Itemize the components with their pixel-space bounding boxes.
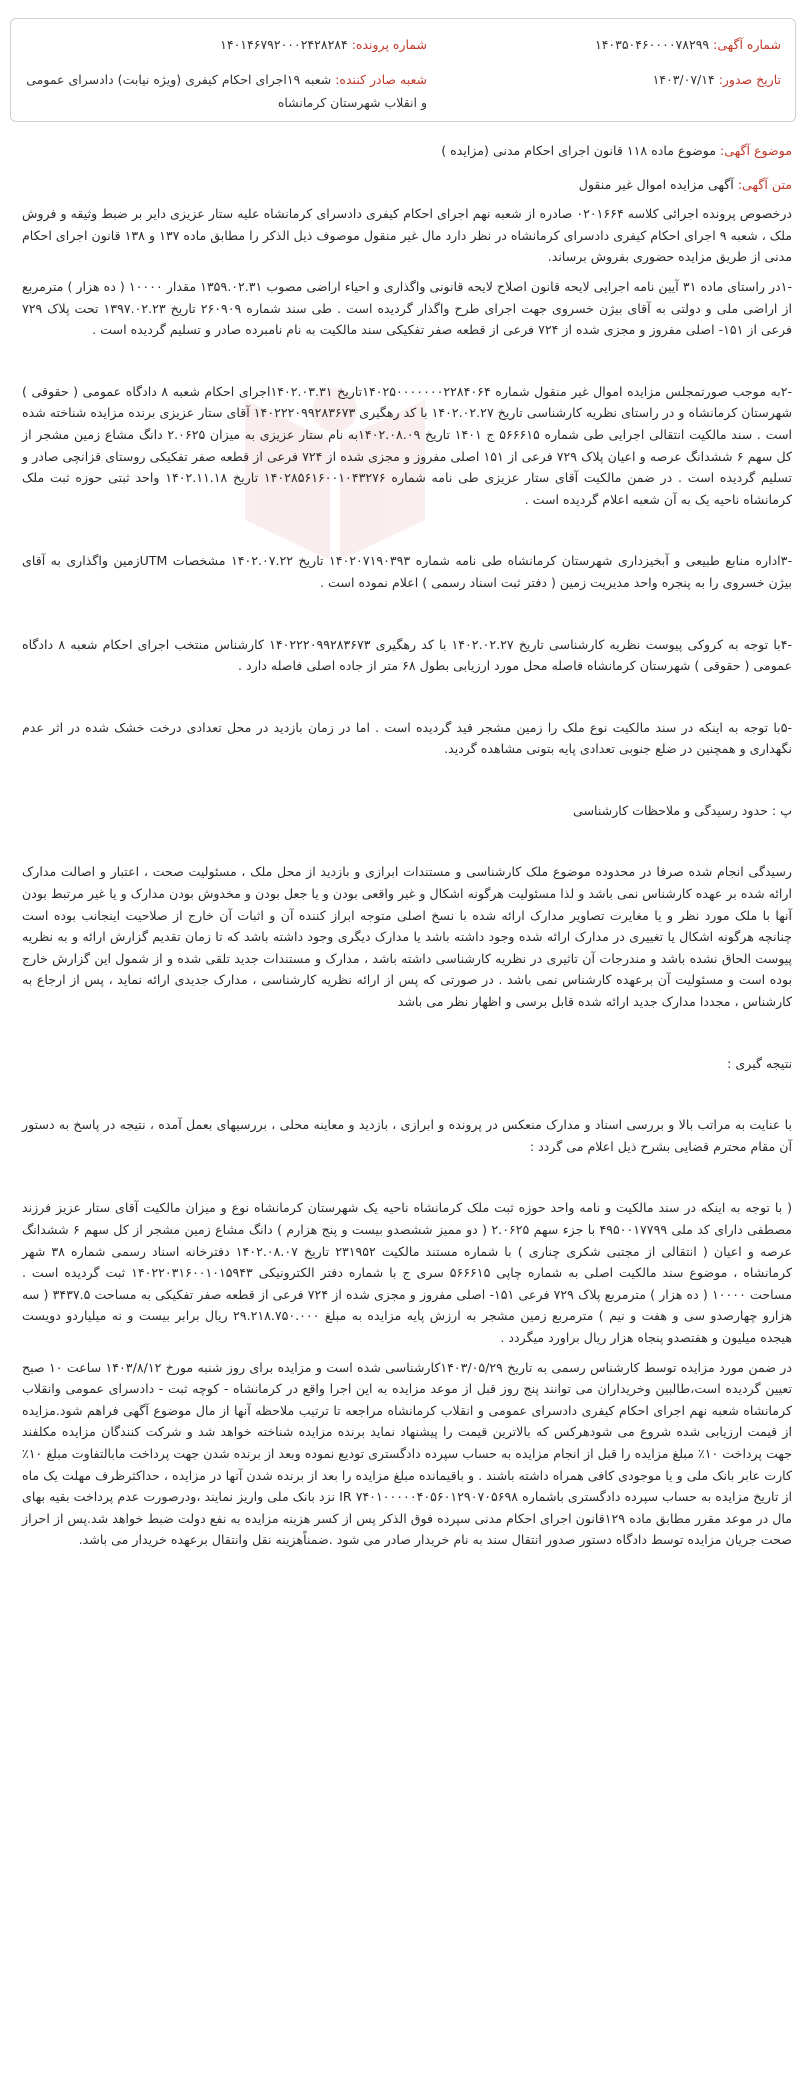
case-number: ۱۴۰۱۴۶۷۹۲۰۰۰۲۴۲۸۲۸۴: [220, 37, 348, 52]
conclusion-heading: نتیجه گیری :: [727, 1055, 792, 1071]
body-title-line: [22, 174, 792, 196]
subject-text: موضوع ماده ۱۱۸ قانون اجرای احکام مدنی (مزایده ): [441, 143, 716, 158]
case-number-row: [19, 33, 427, 56]
header-left-column: [19, 33, 427, 114]
ad-number: ۱۴۰۳۵۰۴۶۰۰۰۰۷۸۲۹۹: [594, 37, 710, 52]
issue-date: ۱۴۰۳/۰۷/۱۴: [652, 72, 715, 87]
body-title-label: متن آگهی:: [737, 176, 792, 192]
header-right-column: [451, 33, 781, 91]
item-1-paragraph: -۱در راستای ماده ۳۱ آیین نامه اجرایی لایحه قانون اصلاح لایحه قانونی واگذاری و احیاء اراضی مصوب ۱۳۵۹.۰۲.۳۱ مقدار ۱۰۰۰۰ ( ده هزار ) مترمربع از اراضی ملی و دولتی به آقای بیژن خسروی جهت اجرای طرح واگذار گردیده است . طی سند شماره ۲۶۰۹۰۹ تاریخ ۱۳۹۷.۰۲.۲۳ تحت پلاک ۷۲۹ فرعی از ۱۵۱- اصلی مفروز و مجزی شده از ۷۲۴ فرعی از قطعه صفر تفکیکی سند مالکیت به نام نامبرده صادر و تسلیم گردیده است .: [22, 278, 792, 338]
section-p-heading: پ : حدود رسیدگی و ملاحظات کارشناسی: [572, 802, 792, 818]
issuer-label: شعبه صادر کننده:: [335, 72, 427, 87]
issuer-row: [19, 68, 427, 114]
item-5-paragraph: -۵با توجه به اینکه در سند مالکیت نوع ملک را زمین مشجر قید گردیده است . اما در زمان بازدید در محل تعدادی درخت خشک شده در اثر عدم نگهداری و همچنین در ضلع جنوبی تعدادی پایه بتونی مشاهده گردید.: [22, 719, 792, 757]
item-3-paragraph: -۳اداره منابع طبیعی و آبخیزداری شهرستان کرمانشاه طی نامه شماره ۱۴۰۲۰۷۱۹۰۳۹۳ تاریخ ۱۴۰۲.۰۷.۲۲ مشخصات UTMزمین واگذاری به آقای بیژن خسروی را به پنجره واحد مدیریت زمین ( دفتر ثبت اسناد رسمی ) اعلام نموده است .: [22, 553, 792, 590]
body-title-text: آگهی مزایده اموال غیر منقول: [578, 176, 734, 192]
subject-line: [22, 140, 792, 162]
subject-label: موضوع آگهی:: [719, 143, 792, 158]
item-4-paragraph: -۴با توجه به کروکی پیوست نظریه کارشناسی تاریخ ۱۴۰۲.۰۲.۲۷ با کد رهگیری ۱۴۰۲۲۲۰۹۹۲۸۳۶۷۳ کارشناس منتخب اجرای احکام شعبه ۸ دادگاه عمومی ( حقوقی ) شهرستان کرمانشاه فاصله محل مورد ارزیابی بطول ۶۸ متر از جاده اصلی فاصله دارد .: [22, 636, 792, 674]
conclusion-intro-paragraph: با عنایت به مراتب بالا و بررسی اسناد و مدارک منعکس در پرونده و ابرازی ، بازدید و معاینه محلی ، بررسیهای بعمل آمده ، نتیجه در پاسخ به دستور آن مقام محترم قضایی بشرح ذیل اعلام می گردد :: [22, 1117, 792, 1154]
valuation-paragraph: ( با توجه به اینکه در سند مالکیت و نامه واحد حوزه ثبت ملک کرمانشاه ناحیه یک شهرستان کرمانشاه نوع و میزان مالکیت آقای ستار عزیز فرزند مصطفی دارای کد ملی ۴۹۵۰۰۱۷۷۹۹ با جزء سهم ۲.۰۶۲۵ ( دو ممیز ششصدو بیست و پنج هزارم ) دانگ مشاع زمین مشجر از کل سهم ۶ ششدانگ عرصه و اعیان ( انتقالی از مجتبی شکری چناری ) با شماره مستند مالکیت ۲۳۱۹۵۲ تاریخ ۱۴۰۲.۰۸.۰۷ دفترخانه اسناد رسمی شماره ۳۸ شهر کرمانشاه ، موضوع سند مالکیت اصلی به شماره چاپی ۵۶۶۶۱۵ سری ج با شماره دفتر الکترونیکی ۱۴۰۲۲۰۳۱۶۰۰۱۰۱۵۹۴۳ ثبت گردیده است . مساحت ۱۰۰۰۰ ( ده هزار ) مترمربع پلاک ۷۲۹ فرعی ۱۵۱- اصلی مفروز و مجزی شده از ۷۲۴ فرعی از قطعه صفر تفکیکی به مساحت ۳۴۳۷.۵ ( سه هزارو چهارصدو سی و هفت و نیم ) مترمربع زمین مشجر به ارزش پایه مزایده به مبلغ ۲۹.۲۱۸.۷۵۰.۰۰۰ ریال برابر بیست و نه میلیاردو دویست هیجده میلیون و هفتصدو پنجاه هزار ریال براورد میگردد .: [22, 1200, 792, 1345]
auction-paragraph: در ضمن مورد مزایده توسط کارشناس رسمی به تاریخ ۱۴۰۳/۰۵/۲۹کارشناسی شده است و مزایده برای روز شنبه مورخ ۱۴۰۳/۸/۱۲ ساعت ۱۰ صبح تعیین گردیده است،طالبین وخریداران می توانند پنج روز قبل از موعد مزایده به این اجرا واقع در کرمانشاه - کوچه ثبت - دادسرای عمومی وانقلاب کرمانشاه شعبه نهم اجرای احکام کیفری دادسرای عمومی و انقلاب کرمانشاه مراجعه تا ترتیب ملاحظه آنها از مال موضوع آگهی فراهم شود.مزایده از قیمت ارزیابی شده شروع می شودهرکس که بالاترین قیمت را پیشنهاد نماید برنده مزایده شناخته خواهد شد و شرکت کنندگان مزایده مکلفند جهت پرداخت ۱۰٪ مبلغ مزایده را قبل از انجام مزایده به حساب سپرده دادگستری تودیع نموده وبعد از برنده شدن جهت پرداخت مابالتفاوت مبلغ ۱۰٪ کارت عابر بانک ملی و یا موجودی کافی همراه داشته باشند . و باقیمانده مبلغ مزایده را بعد از برنده شدن آنها در مزایده ، حداکثرظرف مهلت یک ماه از تاریخ مزایده به حساب سپرده دادگستری باشماره IR ۷۴۰۱۰۰۰۰۰۴۰۵۶۰۱۲۹۰۷۰۵۶۹۸ نزد بانک ملی واریز نمایند ،ودرصورت عدم پرداخت بقیه بهای مال در موعد مقرر مطابق ماده ۱۲۹قانون اجرای احکام مدنی سپرده فوق الذکر پس از کسر هزینه مزایده به نفع دولت ضبط خواهد شد.پس از احراز صحت جریان مزایده توسط دادگاه دستور صدور انتقال سند به نام خریدار صادر می شود .ضمناًهزینه نقل وانتقال برعهده خریدار می باشد.: [22, 1359, 793, 1548]
intro-paragraph: درخصوص پرونده اجرائی کلاسه ۰۲۰۱۶۶۴ صادره از شعبه نهم اجرای احکام کیفری دادسرای کرمانشاه علیه ستار عزیزی دایر بر ضبط وثیقه و فروش ملک ، شعبه ۹ اجرای احکام کیفری دادسرای کرمانشاه در نظر دارد مال غیر منقول موصوف ذیل الذکر را مطابق ماده ۱۳۷ و ۱۳۸ قانون اجرای احکام مدنی از طریق مزایده حضوری بفروش برساند.: [22, 206, 793, 265]
review-paragraph: رسیدگی انجام شده صرفا در محدوده موضوع ملک کارشناسی و مستندات ابرازی و بازدید از محل ملک ، مسئولیت صحت ، اعتبار و اصالت مدارک ارائه شده بر عهده کارشناس نمی باشد و لذا مسئولیت هرگونه اشکال و غیر واقعی بودن و یا جعل بودن و مخدوش بودن مدارک و یا غیر مرتبط بودن آنها با ملک مورد نظر و یا مغایرت تصاویر مدارک ارائه شده با نسخ اصلی متوجه ابراز کننده آن و اثبات آن خارج از صلاحیت اینجانب بوده است چنانچه هرگونه اشکال یا تغییری در مدارک ارائه شده وجود داشته باشد یا مدارک دیگری وجود داشته باشد که تا زمان تقدیم گزارش ارائه و به نظریه پیوست الحاق نشده باشد و مندرجات آن تاثیری در نظریه کارشناسی داشته باشد ، مدارک و مستندات جدید تلقی شده و از شمول این گزارش خارج بوده است و مسئولیت آن برعهده کارشناس نمی باشد . در صورتی که پس از ارائه نظریه کارشناسی ، مدارک جدیدی ارائه نماید ، پس از ارجاع به کارشناس ، مجددا مدارک جدید ارائه شده قابل برسی و اظهار نظر می باشد: [22, 864, 792, 1010]
issue-date-row: [451, 68, 781, 91]
case-number-label: شماره پرونده:: [351, 37, 427, 52]
ad-content: [22, 140, 792, 2076]
ad-number-label: شماره آگهی:: [713, 37, 781, 52]
ad-number-row: [451, 33, 781, 56]
issuer: شعبه ۱۹اجرای احکام کیفری (ویژه نیابت) دادسرای عمومی و انقلاب شهرستان کرمانشاه: [26, 72, 427, 110]
issue-date-label: تاریخ صدور:: [718, 72, 781, 87]
item-2-paragraph: -۲به موجب صورتمجلس مزایده اموال غیر منقول شماره ۱۴۰۲۵۰۰۰۰۰۰۰۲۲۸۴۰۶۴تاریخ ۱۴۰۲.۰۳.۳۱اجرای احکام شعبه ۸ دادگاه عمومی ( حقوقی ) شهرستان کرمانشاه و در راستای نظریه کارشناسی تاریخ ۱۴۰۲.۰۲.۲۷ با کد رهگیری ۱۴۰۲۲۲۰۹۹۲۸۳۶۷۳ آقای ستار عزیزی برنده مزایده شناخته شده است . سند مالکیت انتقالی اجرایی طی شماره ۵۶۶۶۱۵ ج ۱۴۰۱ تاریخ ۱۴۰۲.۰۸.۰۹به نام ستار عزیزی به میزان ۲.۰۶۲۵ دانگ مشاع زمین مشجر از کل سهم ۶ ششدانگ عرصه و اعیان پلاک ۷۲۹ فرعی از ۱۵۱ اصلی مفروز و مجزی شده از ۷۲۴ فرعی از قطعه صفر تفکیکی روستای قزانچی صادر و تسلیم گردیده است . در ضمن مالکیت آقای ستار عزیزی طی نامه شماره ۱۴۰۲۸۵۶۱۶۰۰۱۰۴۳۲۷۶ تاریخ ۱۴۰۲.۱۱.۱۸ واحد ثبتی حوزه ثبت ملک کرمانشاه ناحیه یک به آن شعبه اعلام گردیده است .: [22, 383, 793, 507]
header-box: [10, 18, 796, 122]
